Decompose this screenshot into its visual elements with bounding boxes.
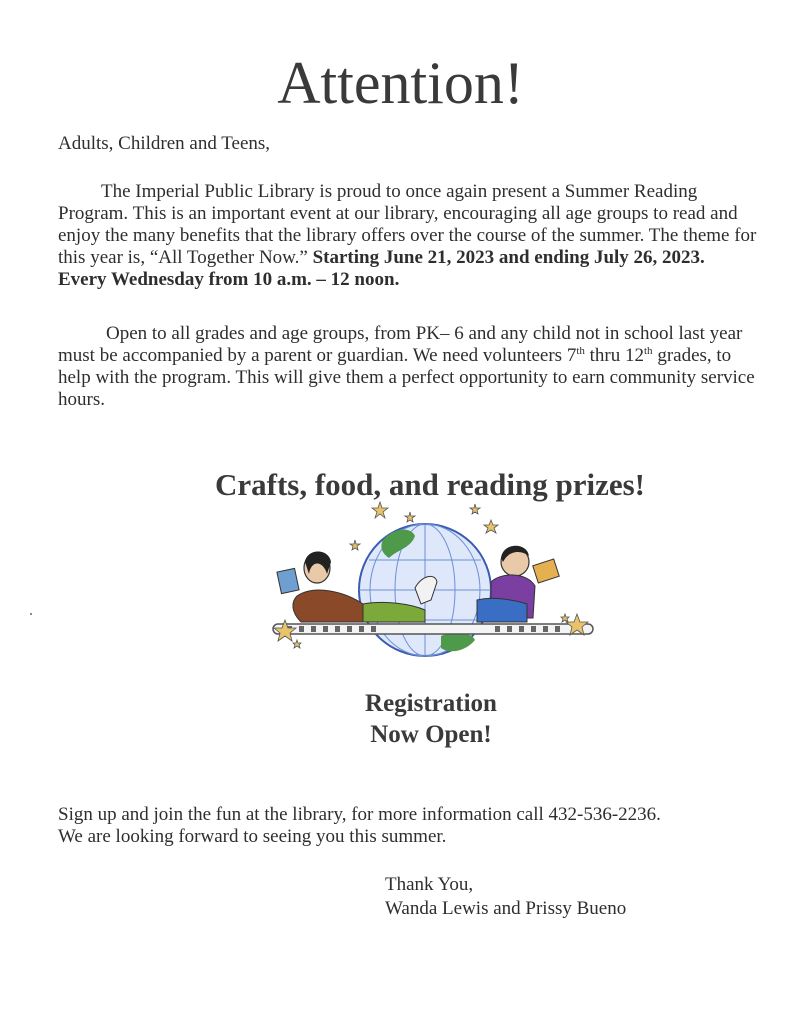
reading-globe-illustration xyxy=(265,500,605,665)
eligibility-text-3: grades, to help with the program. This will give them a perfect opportunity to earn community service hours. xyxy=(58,345,755,410)
registration-heading xyxy=(0,688,801,750)
signup-line-2: We are looking forward to seeing you this summer. xyxy=(58,826,447,847)
scan-speck xyxy=(30,613,32,615)
registration-line-1: Registration xyxy=(365,690,497,717)
eligibility-text-1: Open to all grades and age groups, from PK– 6 and any child not in school last year must be accompanied by a parent or guardian. We need volunteers 7 xyxy=(58,323,743,366)
registration-line-2: Now Open! xyxy=(370,721,492,748)
headline-crafts: Crafts, food, and reading prizes! xyxy=(215,467,645,502)
dotted-banner-bar xyxy=(273,624,593,634)
paragraph-program-dates: Starting June 21, 2023 and ending July 26, 2023. Every Wednesday from 10 a.m. – 12 noon. xyxy=(58,247,705,290)
signup-line-1: Sign up and join the fun at the library, for more information call 432-536-2236. xyxy=(58,804,661,825)
superscript-th-1: th xyxy=(576,345,585,357)
salutation: Adults, Children and Teens, xyxy=(58,133,271,154)
paragraph-eligibility xyxy=(58,323,758,411)
closing-signature xyxy=(385,873,626,921)
closing-names: Wanda Lewis and Prissy Bueno xyxy=(385,898,627,919)
paragraph-program-intro xyxy=(58,181,758,291)
signup-info xyxy=(58,804,758,848)
superscript-th-2: th xyxy=(644,345,653,357)
page-title: Attention! xyxy=(277,50,524,116)
paragraph-program-intro-text: The Imperial Public Library is proud to once again present a Summer Reading Program. This is an important event at our library, encouraging all age groups to read and enjoy the many benefits that the library offers over the course of the summer. The theme for this year is, “All Together Now.” xyxy=(58,181,757,268)
closing-thanks: Thank You, xyxy=(385,874,474,895)
eligibility-text-2: thru 12 xyxy=(584,345,644,366)
